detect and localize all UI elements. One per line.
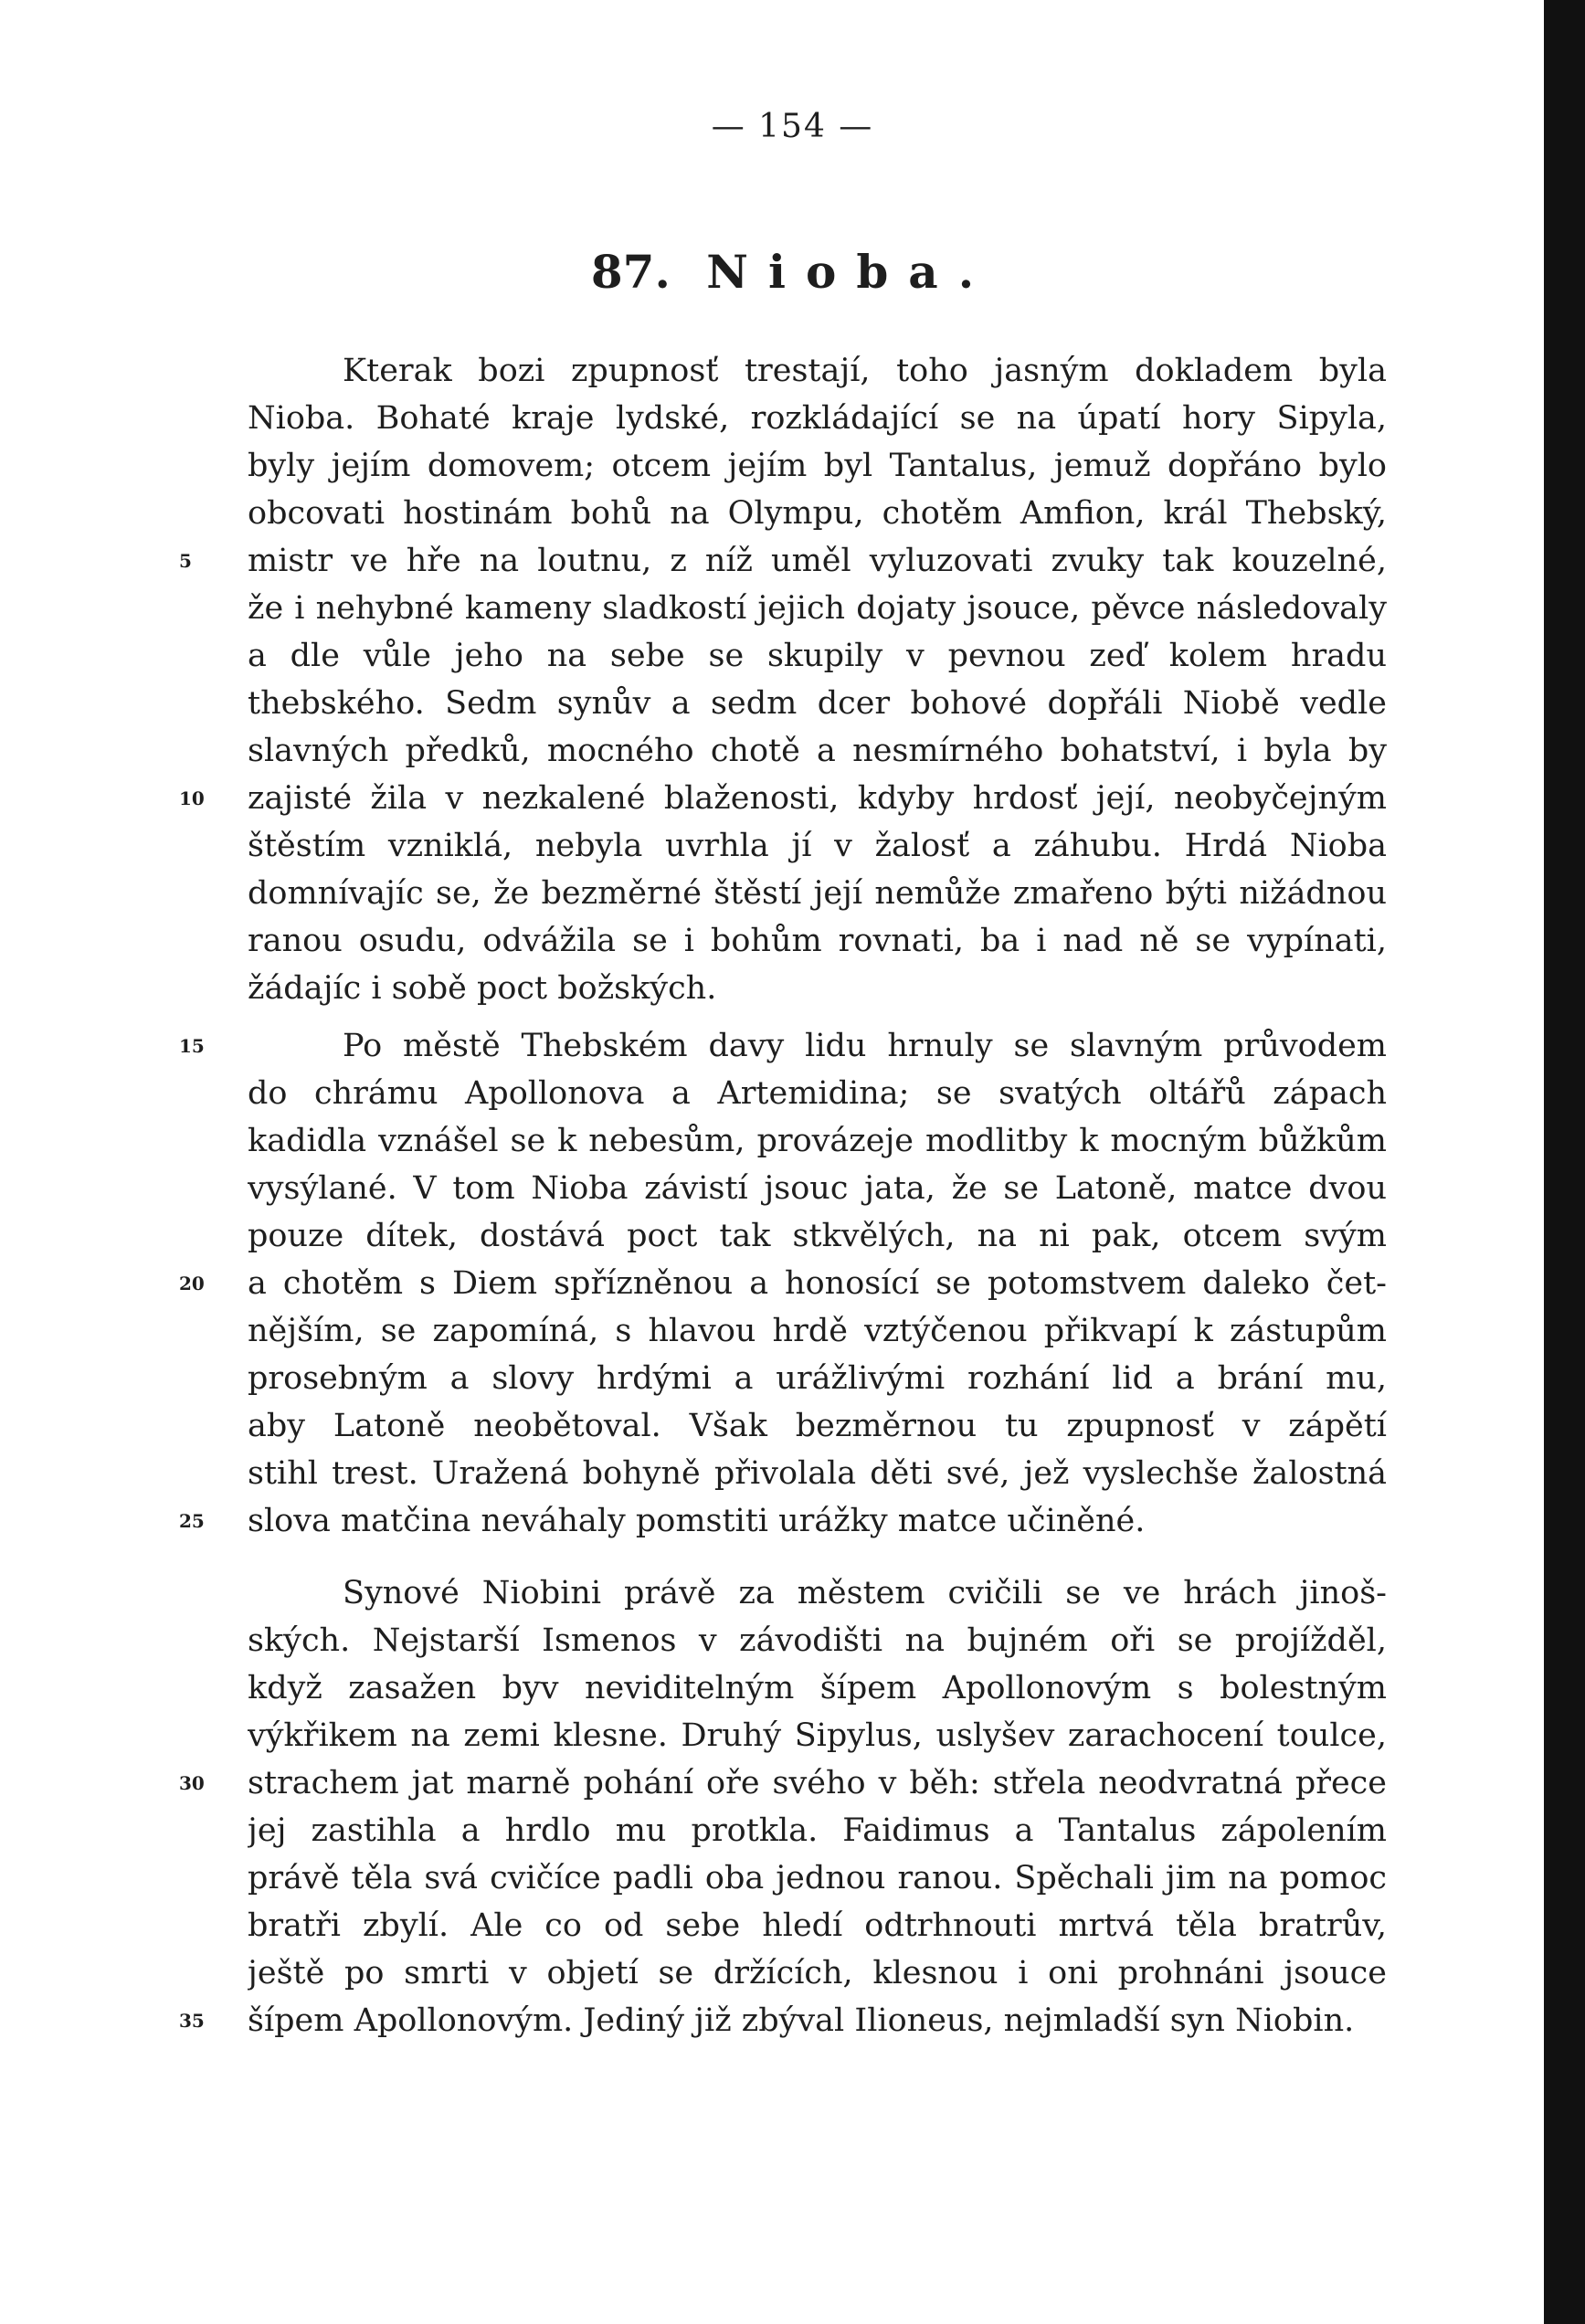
text-line: Nioba. Bohaté kraje lydské, rozkládající se na úpatí hory Sipyla, (248, 400, 1387, 437)
chapter-title (0, 245, 1585, 299)
text-line: a chotěm s Diem spřízněnou a honosící se potomstvem daleko čet- (248, 1265, 1387, 1302)
page-edge (1544, 0, 1585, 2324)
text-line: domnívajíc se, že bezměrné štěstí její nemůže zmařeno býti nižádnou (248, 875, 1387, 912)
text-line: ranou osudu, odvážila se i bohům rovnati, ba i nad ně se vypínati, (248, 923, 1387, 959)
page-header: — 154 — (711, 108, 874, 145)
text-line: výkřikem na zemi klesne. Druhý Sipylus, uslyšev zarachocení toulce, (248, 1717, 1387, 1754)
line-number: 35 (179, 2010, 205, 2032)
line-number: 20 (179, 1273, 205, 1294)
text-line: byly jejím domovem; otcem jejím byl Tantalus, jemuž dopřáno bylo (248, 448, 1387, 484)
line-number: 15 (179, 1035, 205, 1057)
text-line: Po městě Thebském davy lidu hrnuly se slavným průvodem (343, 1028, 1387, 1064)
text-line: štěstím vzniklá, nebyla uvrhla jí v žalosť a záhubu. Hrdá Nioba (248, 828, 1387, 864)
text-line: šípem Apollonovým. Jediný již zbýval Ilioneus, nejmladší syn Niobin. (248, 2002, 1355, 2039)
text-line: Kterak bozi zpupnosť trestají, toho jasným dokladem byla (343, 353, 1387, 389)
line-number: 5 (179, 550, 192, 572)
text-line: bratři zbylí. Ale co od sebe hledí odtrhnouti mrtvá těla bratrův, (248, 1907, 1387, 1944)
line-number: 10 (179, 787, 205, 809)
text-line: a dle vůle jeho na sebe se skupily v pevnou zeď kolem hradu (248, 638, 1387, 674)
chapter-name: Nioba. (706, 245, 995, 299)
text-line: pouze dítek, dostává poct tak stkvělých, na ni pak, otcem svým (248, 1218, 1387, 1254)
text-line: že i nehybné kameny sladkostí jejich dojaty jsouce, pěvce následovaly (248, 590, 1387, 627)
text-line: do chrámu Apollonova a Artemidina; se svatých oltářů zápach (248, 1075, 1387, 1112)
text-line: ských. Nejstarší Ismenos v závodišti na bujném oři se projížděl, (248, 1622, 1387, 1659)
text-line: mistr ve hře na loutnu, z níž uměl vyluzovati zvuky tak kouzelné, (248, 543, 1387, 579)
text-line: slavných předků, mocného chotě a nesmírného bohatství, i byla by (248, 733, 1387, 769)
text-line: právě těla svá cvičíce padli oba jednou ranou. Spěchali jim na pomoc (248, 1860, 1387, 1896)
text-line: ještě po smrti v objetí se držících, klesnou i oni prohnáni jsouce (248, 1955, 1387, 1991)
line-number: 30 (179, 1772, 205, 1794)
text-line: Synové Niobini právě za městem cvičili se ve hrách jinoš- (343, 1575, 1387, 1611)
text-line: stihl trest. Uražená bohyně přivolala děti své, jež vyslechše žalostná (248, 1455, 1387, 1492)
text-line: nějším, se zapomíná, s hlavou hrdě vztýčenou přikvapí k zástupům (248, 1313, 1387, 1349)
text-line: slova matčina neváhaly pomstiti urážky matce učiněné. (248, 1503, 1146, 1539)
text-line: obcovati hostinám bohů na Olympu, chotěm Amfion, král Thebský, (248, 495, 1387, 532)
chapter-number: 87. (590, 245, 671, 299)
line-number: 25 (179, 1510, 205, 1532)
text-line: strachem jat marně pohání oře svého v běh: střela neodvratná přece (248, 1765, 1387, 1801)
text-line: thebského. Sedm synův a sedm dcer bohové dopřáli Niobě vedle (248, 685, 1387, 722)
text-line: aby Latoně neobětoval. Však bezměrnou tu zpupnosť v zápětí (248, 1408, 1387, 1444)
text-line: vysýlané. V tom Nioba závistí jsouc jata, že se Latoně, matce dvou (248, 1170, 1387, 1207)
text-line: jej zastihla a hrdlo mu protkla. Faidimus a Tantalus zápolením (248, 1812, 1387, 1849)
text-line: kadidla vznášel se k nebesům, provázeje modlitby k mocným bůžkům (248, 1123, 1387, 1159)
text-line: zajisté žila v nezkalené blaženosti, kdyby hrdosť její, neobyčejným (248, 780, 1387, 817)
text-line: žádajíc i sobě poct božských. (248, 970, 717, 1007)
text-line: prosebným a slovy hrdými a urážlivými rozhání lid a brání mu, (248, 1360, 1387, 1397)
text-line: když zasažen byv neviditelným šípem Apollonovým s bolestným (248, 1670, 1387, 1706)
